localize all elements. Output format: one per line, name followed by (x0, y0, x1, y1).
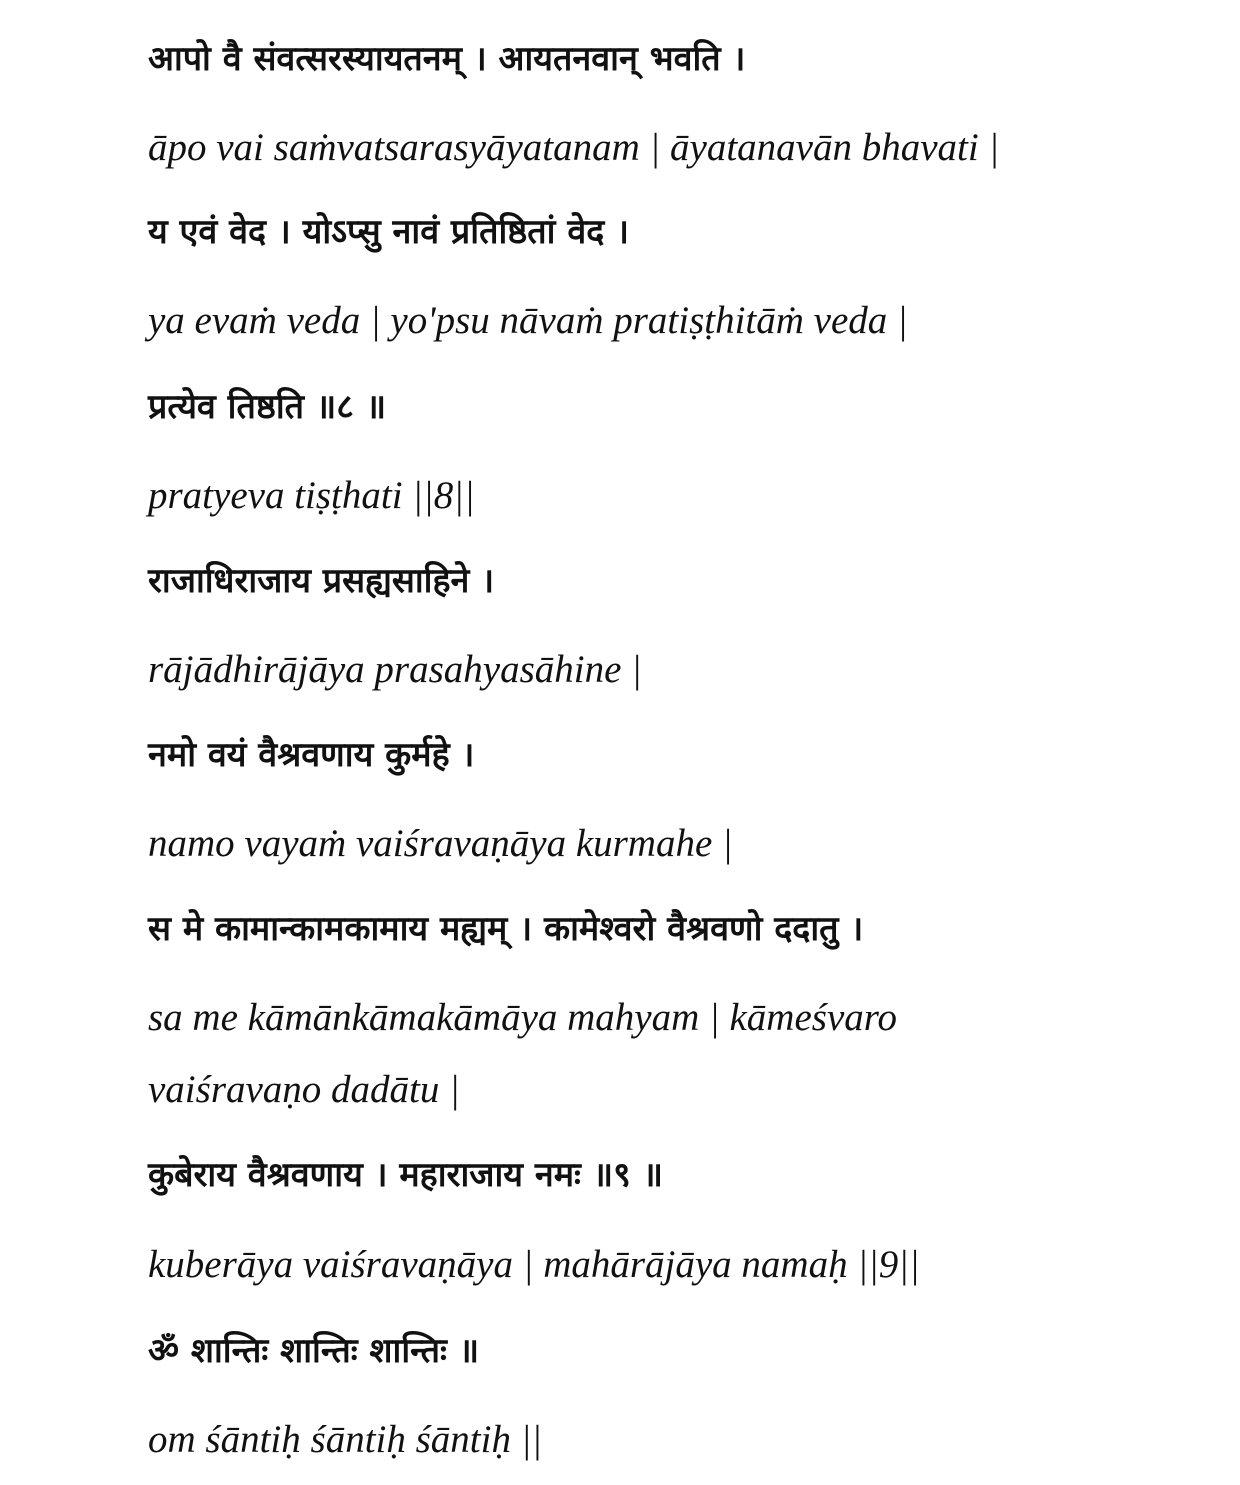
verse-9-transliteration-line-2: namo vayaṁ vaiśravaṇāya kurmahe | (148, 822, 733, 865)
verse-8-devanagari-line-2: य एवं वेद । योऽप्सु नावं प्रतिष्ठितां वेद । (148, 212, 630, 252)
verse-9-transliteration-line-3a: sa me kāmānkāmakāmāya mahyam | kāmeśvaro (148, 996, 897, 1039)
verse-9-devanagari-line-4: कुबेराय वैश्रवणाय । महाराजाय नमः ॥९ ॥ (148, 1155, 663, 1195)
verse-8-devanagari-line-3: प्रत्येव तिष्ठति ॥८ ॥ (148, 387, 387, 427)
verse-8-transliteration-line-3: pratyeva tiṣṭhati ||8|| (148, 474, 475, 517)
verse-8-transliteration-line-1: āpo vai saṁvatsarasyāyatanam | āyatanavān bhavati | (148, 126, 1000, 169)
verse-9-transliteration-line-1: rājādhirājāya prasahyasāhine | (148, 648, 642, 691)
verse-8-transliteration-line-2: ya evaṁ veda | yo'psu nāvaṁ pratiṣṭhitāṁ veda | (148, 299, 908, 342)
closing-devanagari-line: ॐ शान्तिः शान्तिः शान्तिः ॥ (148, 1331, 480, 1371)
closing-transliteration-line: om śāntiḥ śāntiḥ śāntiḥ || (148, 1418, 543, 1461)
verse-8-devanagari-line-1: आपो वै संवत्सरस्यायतनम् । आयतनवान् भवति । (148, 39, 746, 79)
verse-9-devanagari-line-2: नमो वयं वैश्रवणाय कुर्महे । (148, 735, 475, 775)
verse-9-transliteration-line-3b: vaiśravaṇo dadātu | (148, 1068, 460, 1111)
verse-9-devanagari-line-1: राजाधिराजाय प्रसह्यसाहिने । (148, 561, 495, 601)
verse-9-devanagari-line-3: स मे कामान्कामकामाय मह्यम् । कामेश्वरो वैश्रवणो ददातु । (148, 909, 864, 949)
verse-9-transliteration-line-4: kuberāya vaiśravaṇāya | mahārājāya namaḥ ||9|| (148, 1243, 920, 1286)
